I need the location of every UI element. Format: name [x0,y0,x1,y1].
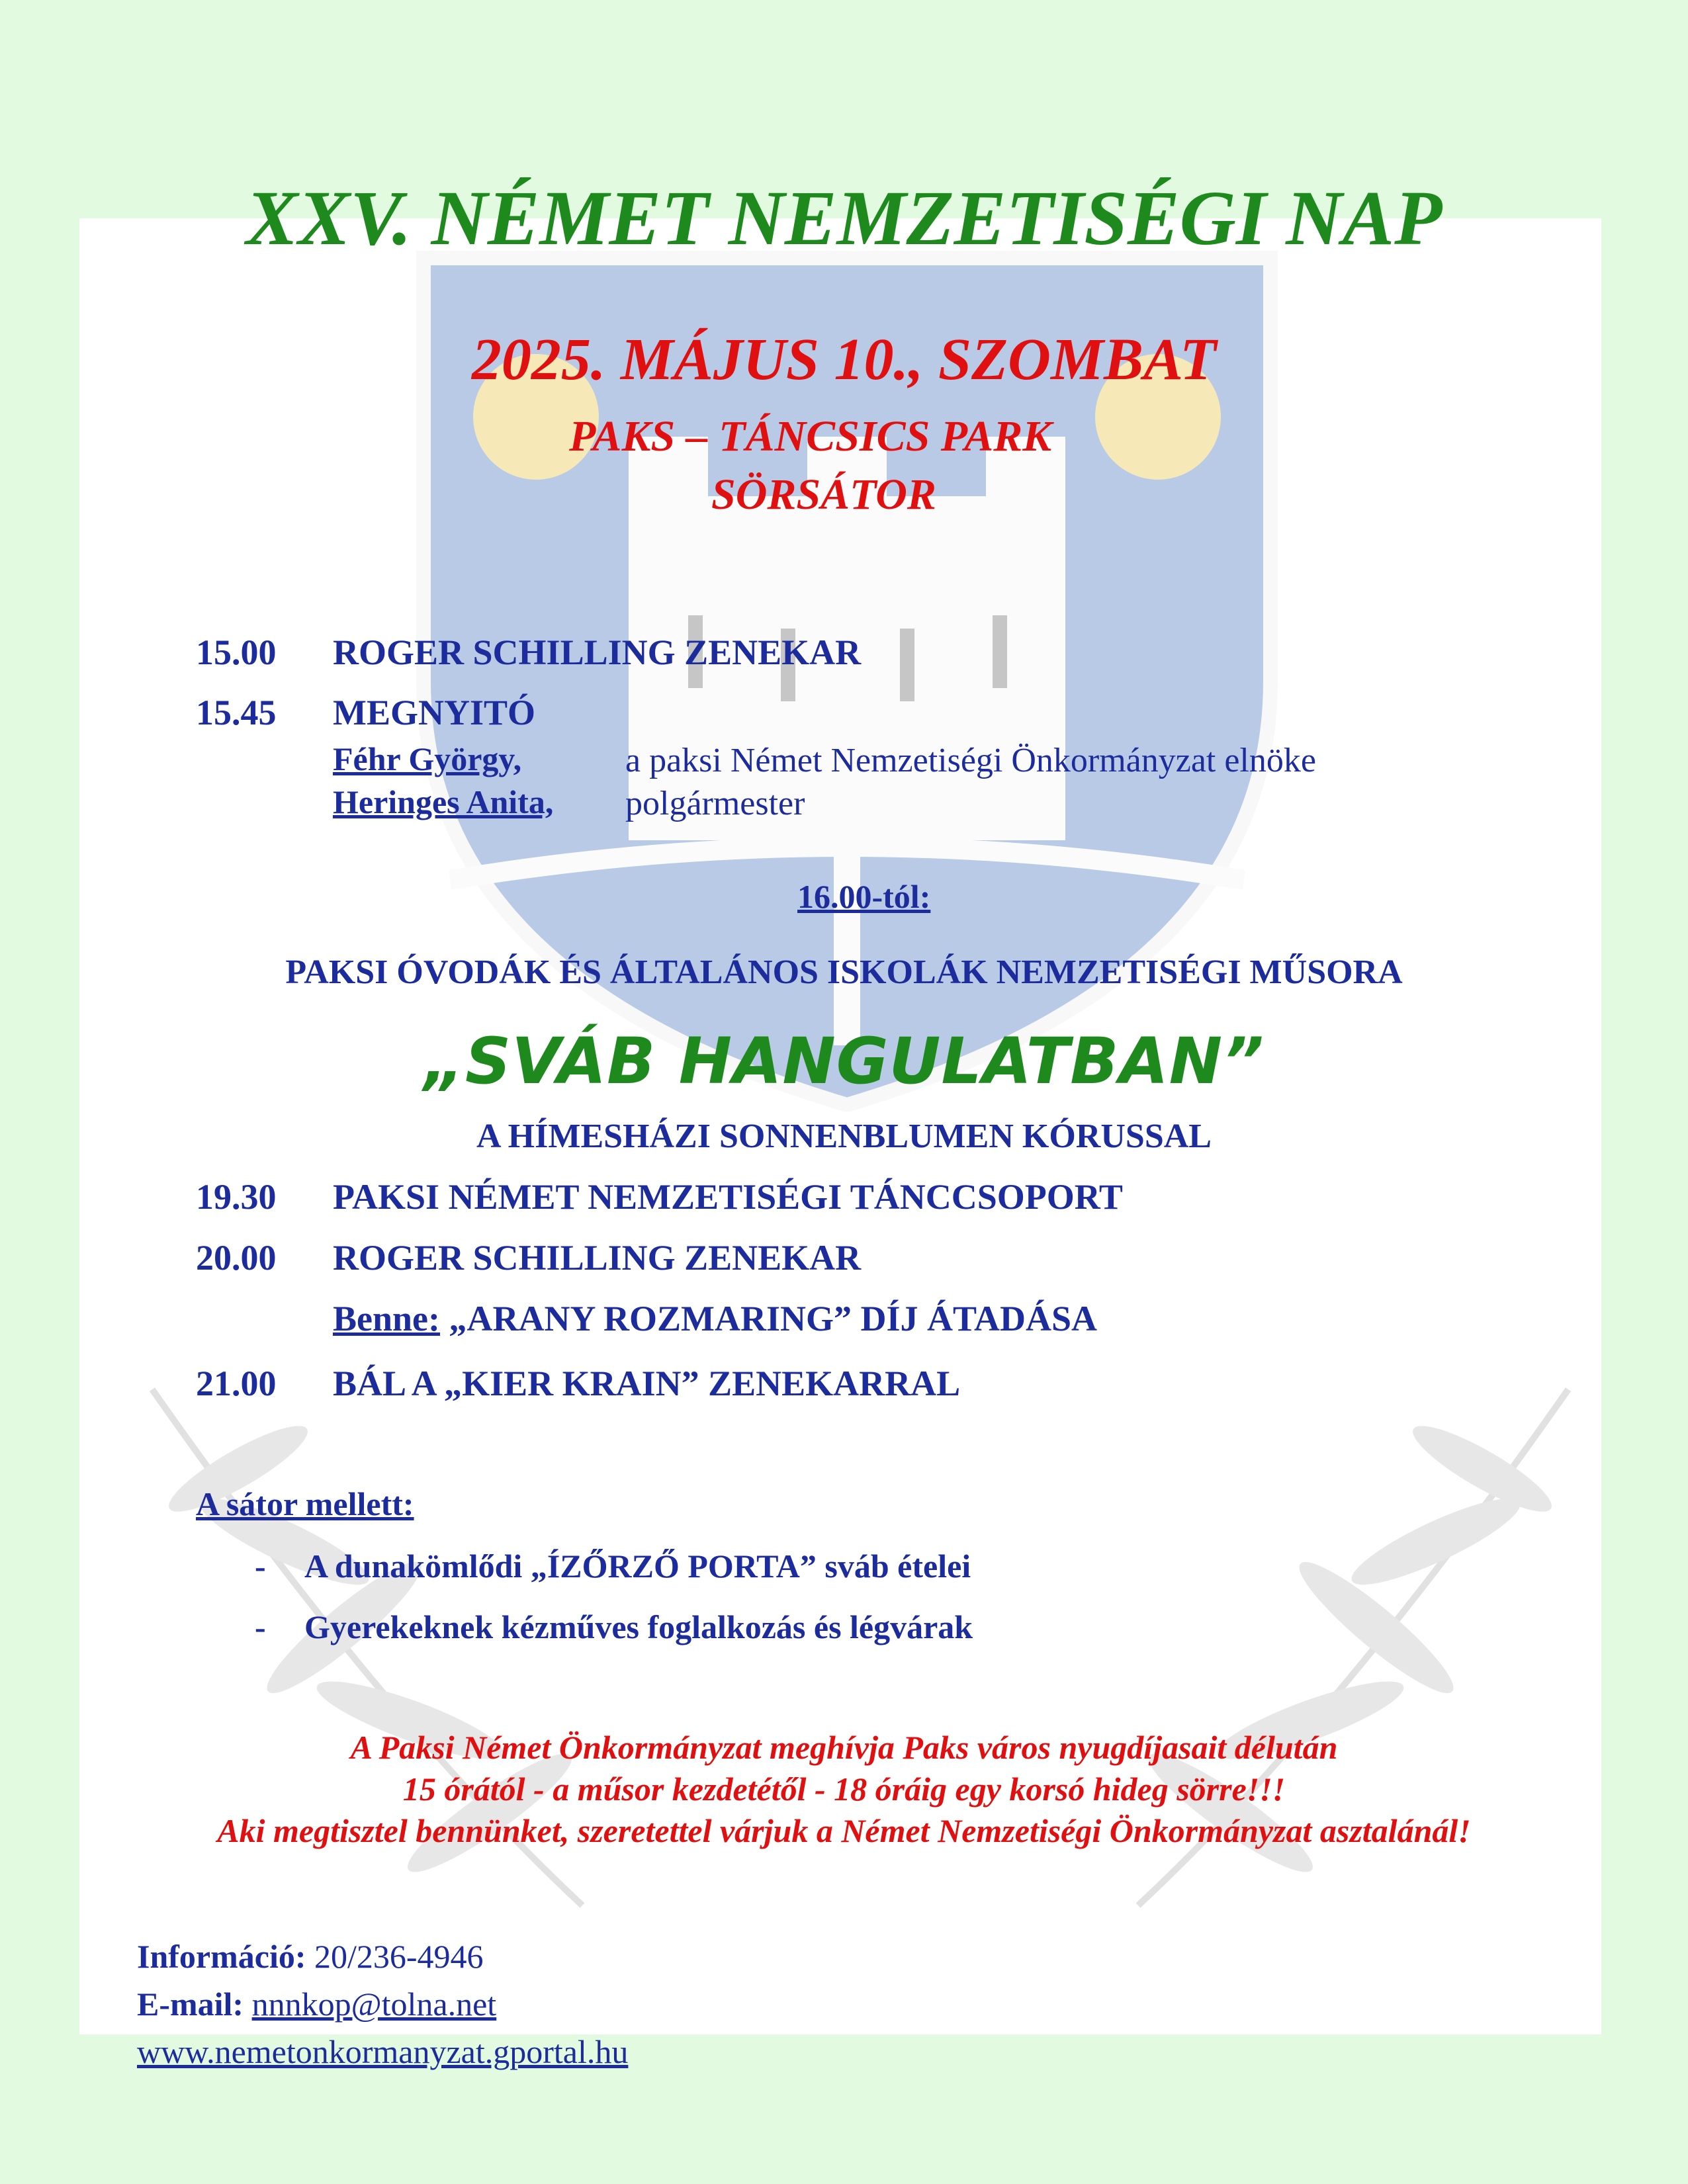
email-link[interactable]: nnnkop@tolna.net [251,1986,497,2023]
tent-heading: A sátor mellett: [196,1485,414,1522]
tent-item: Gyerekeknek kézműves foglalkozás és légvárak [304,1608,973,1645]
speaker-role: polgármester [625,785,805,822]
schedule-time: 21.00 [196,1364,277,1403]
event-date: 2025. MÁJUS 10., SZOMBAT [471,327,1217,392]
bullet: - [255,1608,266,1645]
email-label: E-mail: [137,1986,244,2023]
speaker-name: Féhr György, [333,740,522,777]
afternoon-start: 16.00-tól: [797,878,931,915]
invitation-note-line: 15 órától - a műsor kezdetétől - 18 óráig egy korsó hideg sörre!!! [402,1770,1286,1808]
schedule-event: PAKSI NÉMET NEMZETISÉGI TÁNCCSOPORT [333,1177,1123,1217]
schedule-time: 20.00 [196,1238,277,1278]
schedule-event: MEGNYITÓ [333,693,536,732]
award-text: „ARANY ROZMARING” DÍJ ÁTADÁSA [440,1299,1098,1338]
bullet: - [255,1548,266,1585]
schedule-event: BÁL A „KIER KRAIN” ZENEKARRAL [333,1364,961,1403]
email-line [137,1985,496,2023]
award-label: Benne: [333,1299,440,1338]
venue-line-1: PAKS – TÁNCSICS PARK [569,412,1052,460]
tent-item: A dunakömlődi „ÍZŐRZŐ PORTA” sváb ételei [304,1548,971,1585]
schedule-event: ROGER SCHILLING ZENEKAR [333,1238,862,1278]
choir-line: A HÍMESHÁZI SONNENBLUMEN KÓRUSSAL [476,1117,1212,1155]
schedule-event: ROGER SCHILLING ZENEKAR [333,633,862,672]
award-line [333,1298,1097,1339]
info-label: Információ: [137,1938,306,1975]
website-line [137,2032,628,2071]
invitation-note-line: A Paksi Német Önkormányzat meghívja Paks város nyugdíjasait délután [350,1729,1338,1766]
invitation-note-line: Aki megtisztel bennünket, szeretettel várjuk a Német Nemzetiségi Önkormányzat asztalánál! [217,1812,1471,1849]
program-title: „SVÁB HANGULATBAN” [423,1024,1265,1098]
speaker-role: a paksi Német Nemzetiségi Önkormányzat elnöke [625,742,1316,779]
schedule-time: 15.45 [196,693,277,732]
schedule-time: 15.00 [196,633,277,672]
venue-line-2: SÖRSÁTOR [711,470,936,519]
speaker-name: Heringes Anita, [333,783,554,820]
info-line [137,1937,484,1976]
website-link[interactable]: www.nemetonkormanyzat.gportal.hu [137,2033,629,2070]
info-phone: 20/236-4946 [306,1938,484,1975]
schedule-time: 19.30 [196,1177,277,1217]
school-program: PAKSI ÓVODÁK ÉS ÁLTALÁNOS ISKOLÁK NEMZETISÉGI MŰSORA [285,953,1403,991]
page-title: XXV. NÉMET NEMZETISÉGI NAP [245,175,1443,261]
